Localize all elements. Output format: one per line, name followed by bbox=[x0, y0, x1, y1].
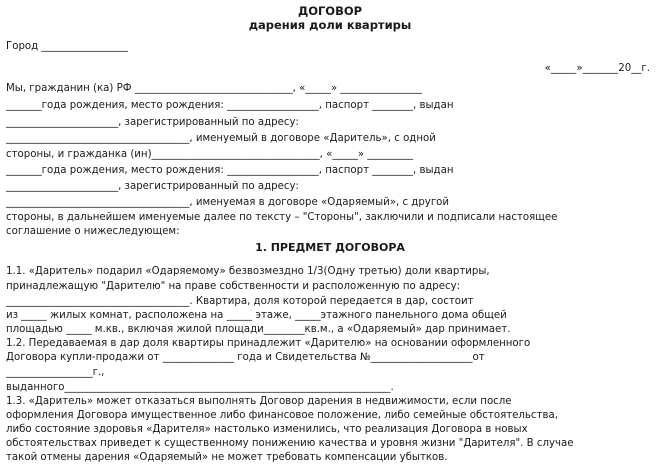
section-1-line: 1.3. «Даритель» может отказаться выполнять Договор дарения в недвижимости, если после bbox=[6, 396, 512, 407]
section-1-line: оформления Договора имущественное либо финансовое положение, либо семейные обстоятельства, bbox=[6, 410, 558, 421]
document-subtitle: дарения доли квартиры bbox=[248, 18, 412, 32]
preamble-line: стороны, в дальнейшем именуемые далее по тексту – "Стороны", заключили и подписали настоящее bbox=[6, 212, 558, 223]
preamble-line: ______________________, зарегистрированный по адресу: bbox=[6, 181, 299, 192]
section-1-line: площадью _____ м.кв., включая жилой площади________кв.м., а «Одаряемый» дар принимает. bbox=[6, 324, 511, 335]
document-title: ДОГОВОР bbox=[297, 4, 363, 18]
preamble-line: Мы, гражданин (ка) РФ _______________________________, «_____» ________________ bbox=[6, 83, 422, 94]
section-1-line: из _____ жилых комнат, расположена на _____ этаже, _____этажного панельного дома общей bbox=[6, 310, 507, 321]
section-1-line: ____________________________________. Квартира, доля которой передается в дар, состоит bbox=[6, 296, 474, 307]
section-1-line: либо состояние здоровья «Дарителя» настолько изменились, что реализация Договора в новых bbox=[6, 424, 528, 435]
city-line: Город _________________ bbox=[6, 41, 129, 52]
section-1-line: 1.1. «Даритель» подарил «Одаряемому» безвозмездно 1/3(Одну третью) доли квартиры, bbox=[6, 266, 490, 277]
section-1-title: 1. ПРЕДМЕТ ДОГОВОРА bbox=[255, 241, 405, 254]
section-1-line: такой отмены дарения «Одаряемый» не может требовать компенсации убытков. bbox=[6, 452, 448, 463]
date-line: «_____»_______20__г. bbox=[544, 63, 650, 74]
preamble-line: _______года рождения, место рождения: __________________, паспорт ________, выдан bbox=[6, 100, 454, 111]
section-1-line: обстоятельствах приведет к существенному понижению качества и уровня жизни "Дарителя". В случае bbox=[6, 438, 574, 449]
preamble-line: стороны, и гражданка (ин)_________________________________, «_____» _________ bbox=[6, 149, 414, 160]
section-1-line: принадлежащую "Дарителю" на праве собственности и расположенную по адресу: bbox=[6, 281, 461, 292]
preamble-line: ____________________________________, именуемая в договоре «Одаряемый», с другой bbox=[6, 197, 450, 208]
section-1-line: _________________г., bbox=[6, 367, 105, 378]
preamble-line: ______________________, зарегистрированный по адресу: bbox=[6, 117, 299, 128]
section-1-line: выданного________________________________________________________________. bbox=[6, 382, 394, 393]
preamble-line: соглашение о нижеследующем: bbox=[6, 226, 180, 237]
section-1-line: 1.2. Передаваемая в дар доля квартиры принадлежит «Дарителю» на основании оформленного bbox=[6, 338, 531, 349]
section-1-line: Договора купли-продажи от ______________ года и Свидетельства №____________________от bbox=[6, 352, 485, 363]
preamble-line: _______года рождения, место рождения: __________________, паспорт ________, выдан bbox=[6, 165, 454, 176]
preamble-line: ____________________________________, именуемый в договоре «Даритель», с одной bbox=[6, 133, 436, 144]
